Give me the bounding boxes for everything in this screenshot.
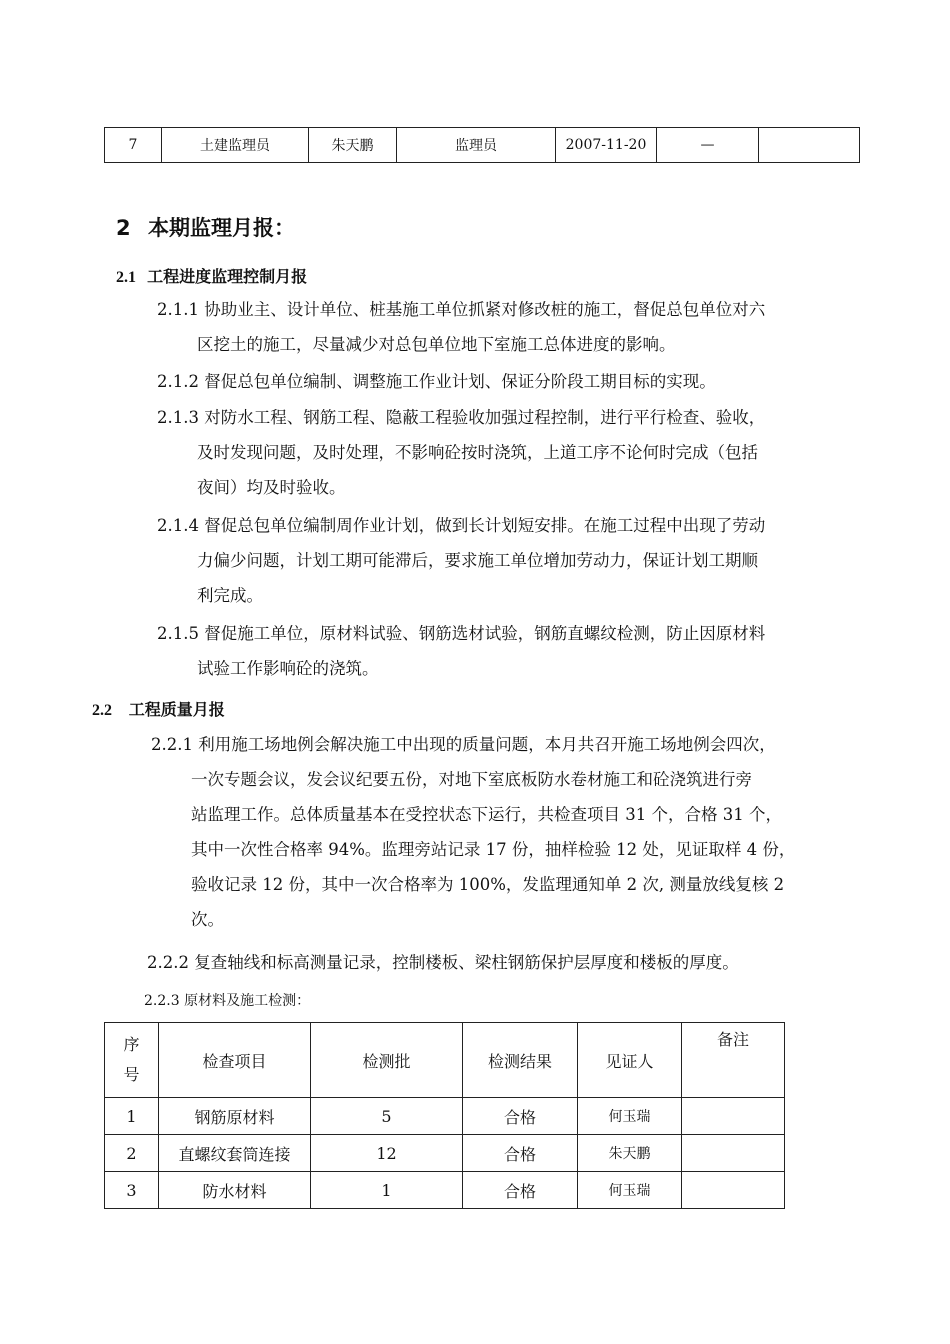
text-line: 2.1.3 对防水工程、钢筋工程、隐蔽工程验收加强过程控制，进行平行检查、验收，: [157, 408, 766, 427]
text-line: 利完成。: [197, 586, 263, 605]
text-line: 区挖土的施工，尽量减少对总包单位地下室施工总体进度的影响。: [197, 335, 676, 354]
subsection-number: 2.1: [116, 269, 136, 286]
paragraph-2-1-1: [157, 292, 765, 362]
cell-remark: [682, 1098, 785, 1135]
subsection-title: 工程进度监理控制月报: [147, 267, 308, 286]
cell-result: 合格: [463, 1172, 578, 1209]
text-line: 一次专题会议，发会议纪要五份，对地下室底板防水卷材施工和砼浇筑进行旁: [191, 770, 752, 789]
text-line: 2.1.1 协助业主、设计单位、桩基施工单位抓紧对修改桩的施工，督促总包单位对六: [157, 300, 766, 319]
header-seq-top: 序: [123, 1035, 140, 1054]
table-row: [105, 1135, 785, 1172]
cell-witness: 何玉瑞: [578, 1172, 682, 1209]
subsection-title: 工程质量月报: [128, 700, 225, 719]
table-row: [105, 1172, 785, 1209]
table-row: [105, 128, 860, 163]
cell-item: 直螺纹套筒连接: [159, 1135, 311, 1172]
text-line: 2.1.5 督促施工单位，原材料试验、钢筋选材试验，钢筋直螺纹检测，防止因原材料: [157, 624, 766, 643]
cell-remark: [682, 1135, 785, 1172]
header-seq-bottom: 号: [123, 1065, 140, 1084]
paragraph-2-2-2: [147, 945, 739, 980]
table-cell: 监理员: [397, 128, 556, 163]
staff-table: [104, 127, 860, 163]
section-number: 2: [116, 216, 131, 240]
table-cell: 土建监理员: [162, 128, 309, 163]
section-title: 本期监理月报：: [148, 216, 295, 240]
subsection-heading: [92, 697, 225, 720]
text-line: 次。: [191, 910, 224, 929]
cell-batch: 1: [311, 1172, 463, 1209]
text-line: 及时发现问题，及时处理，不影响砼按时浇筑，上道工序不论何时完成（包括: [197, 443, 758, 462]
table-cell: 7: [105, 128, 162, 163]
table-row: [105, 1098, 785, 1135]
cell-witness: 何玉瑞: [578, 1098, 682, 1135]
text-line: 其中一次性合格率 94%。监理旁站记录 17 份，抽样检验 12 处，见证取样 4 份，: [191, 840, 796, 859]
cell-result: 合格: [463, 1135, 578, 1172]
header-remark: 备注: [682, 1023, 785, 1098]
cell-item: 防水材料: [159, 1172, 311, 1209]
paragraph-2-1-2: [157, 364, 716, 399]
paragraph-2-2-1: [151, 727, 795, 937]
header-witness: 见证人: [578, 1023, 682, 1098]
text-line: 2.1.4 督促总包单位编制周作业计划，做到长计划短安排。在施工过程中出现了劳动: [157, 516, 766, 535]
cell-batch: 12: [311, 1135, 463, 1172]
header-item: 检查项目: [159, 1023, 311, 1098]
cell-item: 钢筋原材料: [159, 1098, 311, 1135]
table-cell: 2007-11-20: [556, 128, 657, 163]
header-result: 检测结果: [463, 1023, 578, 1098]
text-line: 2.2.1 利用施工场地例会解决施工中出现的质量问题，本月共召开施工场地例会四次，: [151, 735, 776, 754]
table-header-row: [105, 1023, 785, 1098]
text-line: 2.2.2 复查轴线和标高测量记录，控制楼板、梁柱钢筋保护层厚度和楼板的厚度。: [147, 953, 739, 972]
subsection-number: 2.2: [92, 702, 112, 719]
text-line: 验收记录 12 份，其中一次合格率为 100%，发监理通知单 2 次, 测量放线复核 2: [191, 875, 785, 894]
text-line: 试验工作影响砼的浇筑。: [197, 659, 379, 678]
header-seq: [105, 1023, 159, 1098]
table-cell: 朱天鹏: [309, 128, 397, 163]
paragraph-2-1-5: [157, 616, 765, 686]
table-cell: [759, 128, 860, 163]
cell-remark: [682, 1172, 785, 1209]
paragraph-2-1-4: [157, 508, 765, 613]
paragraph-2-1-3: [157, 400, 765, 505]
cell-seq: 3: [105, 1172, 159, 1209]
table-cell: —: [657, 128, 759, 163]
section-heading: [116, 212, 295, 242]
header-batch: 检测批: [311, 1023, 463, 1098]
text-line: 站监理工作。总体质量基本在受控状态下运行，共检查项目 31 个，合格 31 个，: [191, 805, 782, 824]
text-line: 2.1.2 督促总包单位编制、调整施工作业计划、保证分阶段工期目标的实现。: [157, 372, 716, 391]
cell-seq: 2: [105, 1135, 159, 1172]
text-line: 力偏少问题，计划工期可能滞后，要求施工单位增加劳动力，保证计划工期顺: [197, 551, 758, 570]
cell-result: 合格: [463, 1098, 578, 1135]
text-line: 夜间）均及时验收。: [197, 478, 346, 497]
cell-witness: 朱天鹏: [578, 1135, 682, 1172]
paragraph-2-2-3: 2.2.3 原材料及施工检测：: [144, 993, 311, 1009]
cell-batch: 5: [311, 1098, 463, 1135]
subsection-heading: [116, 264, 307, 287]
cell-seq: 1: [105, 1098, 159, 1135]
inspection-table: [104, 1022, 785, 1209]
